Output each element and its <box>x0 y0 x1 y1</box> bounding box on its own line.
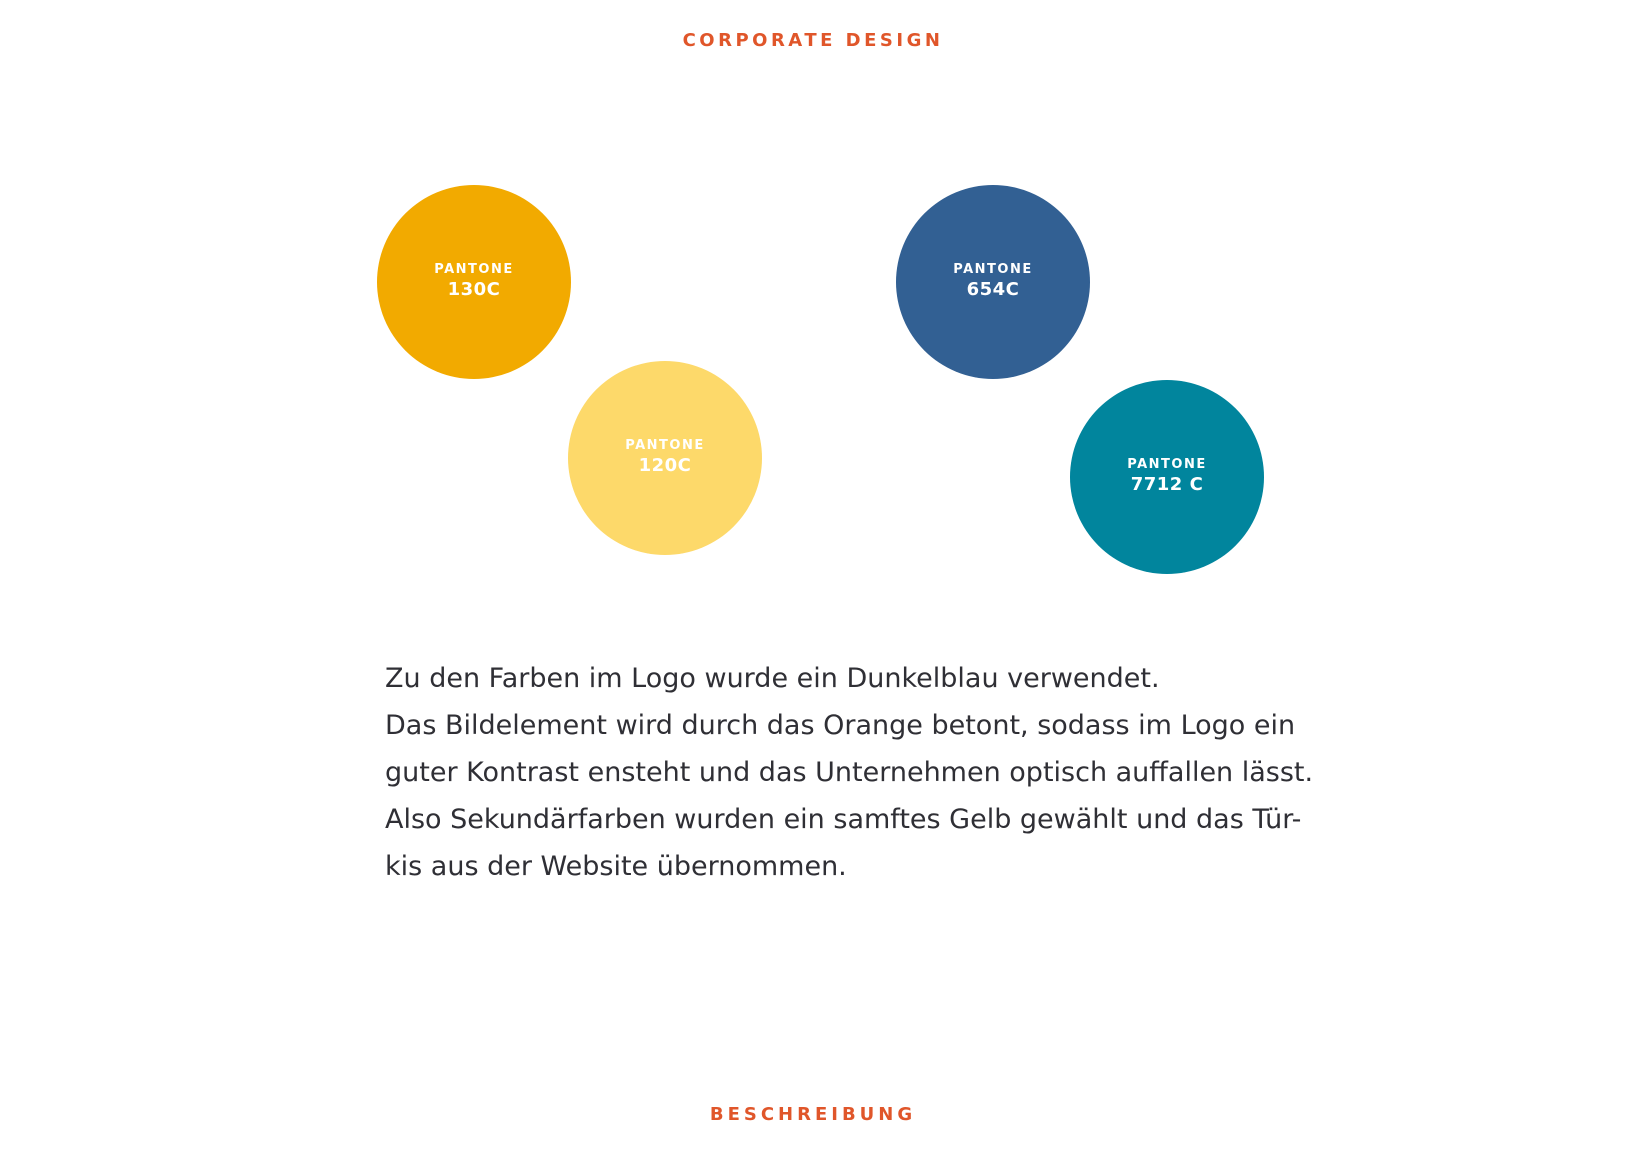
description-line: Also Sekundärfarben wurden ein samftes Gelb gewählt und das Tür- <box>385 804 1302 835</box>
description-paragraph <box>385 655 1314 890</box>
swatch-pantone-120c <box>568 361 762 555</box>
swatch-pantone-130c <box>377 185 571 379</box>
swatch-pantone-654c <box>896 185 1090 379</box>
description-line: guter Kontrast ensteht und das Unternehmen optisch auffallen lässt. <box>385 757 1314 788</box>
description-line: Das Bildelement wird durch das Orange betont, sodass im Logo ein <box>385 710 1296 741</box>
swatch-code-label: 130C <box>447 279 501 300</box>
swatch-brand-label: PANTONE <box>953 262 1033 277</box>
swatch-code-label: 120C <box>638 455 692 476</box>
swatch-pantone-7712c <box>1070 380 1264 574</box>
page-header-title: CORPORATE DESIGN <box>682 30 944 51</box>
swatch-brand-label: PANTONE <box>434 262 514 277</box>
swatch-code-label: 654C <box>966 279 1020 300</box>
swatch-code-label: 7712 C <box>1130 474 1204 495</box>
swatch-brand-label: PANTONE <box>625 438 705 453</box>
swatch-brand-label: PANTONE <box>1127 457 1207 472</box>
description-line: kis aus der Website übernommen. <box>385 851 847 882</box>
description-line: Zu den Farben im Logo wurde ein Dunkelblau verwendet. <box>385 663 1160 694</box>
page-footer-title: BESCHREIBUNG <box>709 1104 917 1125</box>
